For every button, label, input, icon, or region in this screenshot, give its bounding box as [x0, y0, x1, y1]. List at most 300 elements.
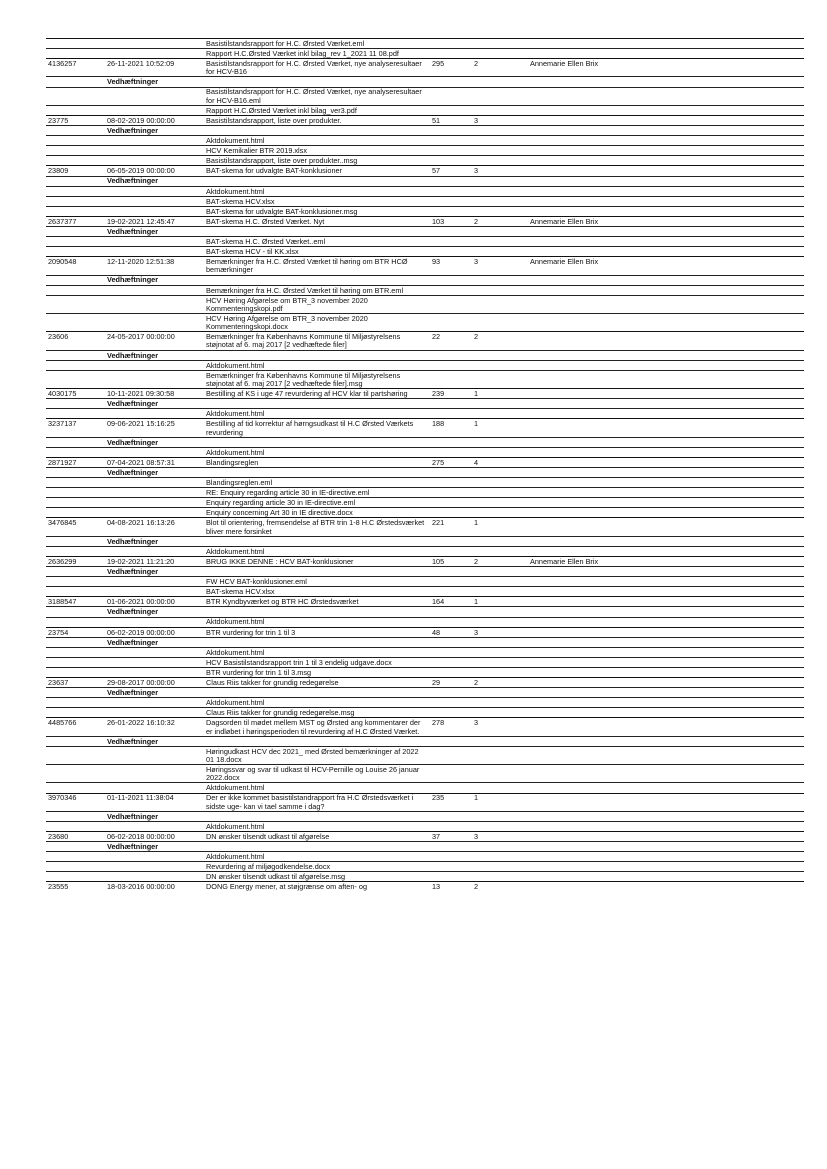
- empty-cell: [472, 647, 528, 657]
- empty-cell: [472, 295, 528, 313]
- empty-cell: [430, 862, 472, 872]
- attachment-file-row: [46, 206, 804, 216]
- attachment-filename: Aktdokument.html: [204, 186, 430, 196]
- empty-cell: [46, 409, 105, 419]
- empty-cell: [528, 577, 804, 587]
- document-id: 2636299: [46, 556, 105, 566]
- empty-cell: [105, 862, 204, 872]
- document-row: [46, 882, 804, 892]
- attachment-filename: Aktdokument.html: [204, 546, 430, 556]
- attachments-header-row: [46, 607, 804, 617]
- document-id: 3970346: [46, 793, 105, 811]
- document-table-container: [46, 38, 788, 892]
- empty-cell: [105, 370, 204, 388]
- attachment-file-row: [46, 587, 804, 597]
- empty-cell: [105, 39, 204, 49]
- attachments-header-row: [46, 736, 804, 746]
- attachment-filename: RE: Enquiry regarding article 30 in IE-directive.eml: [204, 488, 430, 498]
- attachment-file-row: [46, 508, 804, 518]
- empty-cell: [46, 237, 105, 247]
- document-number: 51: [430, 115, 472, 125]
- empty-cell: [46, 567, 105, 577]
- empty-cell: [430, 146, 472, 156]
- document-row: [46, 597, 804, 607]
- empty-cell: [105, 146, 204, 156]
- attachments-label: Vedhæftninger: [105, 350, 204, 360]
- empty-cell: [204, 399, 430, 409]
- document-title: Dagsorden til mødet mellem MST og Ørsted ang kommentarer der er indløbet i høringsperioden til revurdering af H.C Ørsted Værket.: [204, 718, 430, 736]
- attachment-file-row: [46, 360, 804, 370]
- document-person: [528, 793, 804, 811]
- attachment-file-row: [46, 314, 804, 332]
- document-row: [46, 518, 804, 536]
- attachment-file-row: [46, 617, 804, 627]
- document-date: 01-11-2021 11:38:04: [105, 793, 204, 811]
- document-title: BTR vurdering for trin 1 til 3: [204, 627, 430, 637]
- empty-cell: [528, 314, 804, 332]
- empty-cell: [472, 285, 528, 295]
- empty-cell: [528, 657, 804, 667]
- attachments-header-row: [46, 77, 804, 87]
- document-title: Bestilling af KS i uge 47 revurdering af HCV klar til partshøring: [204, 389, 430, 399]
- empty-cell: [472, 87, 528, 105]
- attachments-header-row: [46, 536, 804, 546]
- empty-cell: [46, 247, 105, 257]
- attachments-header-row: [46, 126, 804, 136]
- empty-cell: [430, 647, 472, 657]
- attachment-file-row: [46, 821, 804, 831]
- attachment-filename: Aktdokument.html: [204, 409, 430, 419]
- attachment-file-row: [46, 196, 804, 206]
- empty-cell: [472, 765, 528, 783]
- empty-cell: [46, 136, 105, 146]
- document-title: DN ønsker tilsendt udkast til afgørelse: [204, 832, 430, 842]
- document-count: 1: [472, 597, 528, 607]
- empty-cell: [430, 657, 472, 667]
- empty-cell: [46, 617, 105, 627]
- document-id: 23606: [46, 332, 105, 350]
- empty-cell: [472, 275, 528, 285]
- attachment-filename: Enquiry regarding article 30 in IE-directive.eml: [204, 498, 430, 508]
- empty-cell: [528, 275, 804, 285]
- empty-cell: [528, 736, 804, 746]
- empty-cell: [528, 136, 804, 146]
- empty-cell: [528, 852, 804, 862]
- document-number: 164: [430, 597, 472, 607]
- empty-cell: [430, 617, 472, 627]
- empty-cell: [528, 360, 804, 370]
- attachments-label: Vedhæftninger: [105, 275, 204, 285]
- attachment-file-row: [46, 577, 804, 587]
- empty-cell: [472, 237, 528, 247]
- empty-cell: [105, 667, 204, 677]
- attachment-filename: Basistilstandsrapport for H.C. Ørsted Værket, nye analyseresultaer for HCV-B16.eml: [204, 87, 430, 105]
- empty-cell: [528, 783, 804, 793]
- empty-cell: [430, 105, 472, 115]
- attachment-file-row: [46, 39, 804, 49]
- document-title: DONG Energy mener, at støjgrænse om aften- og: [204, 882, 430, 892]
- empty-cell: [472, 607, 528, 617]
- empty-cell: [430, 136, 472, 146]
- attachment-file-row: [46, 667, 804, 677]
- empty-cell: [46, 637, 105, 647]
- empty-cell: [528, 350, 804, 360]
- empty-cell: [105, 136, 204, 146]
- empty-cell: [528, 186, 804, 196]
- document-number: 275: [430, 457, 472, 467]
- attachment-file-row: [46, 285, 804, 295]
- empty-cell: [430, 821, 472, 831]
- attachment-file-row: [46, 862, 804, 872]
- document-number: 188: [430, 419, 472, 437]
- empty-cell: [430, 811, 472, 821]
- empty-cell: [472, 437, 528, 447]
- empty-cell: [46, 536, 105, 546]
- empty-cell: [46, 811, 105, 821]
- empty-cell: [528, 370, 804, 388]
- empty-cell: [46, 285, 105, 295]
- document-id: 23809: [46, 166, 105, 176]
- document-person: Annemarie Ellen Brix: [528, 556, 804, 566]
- empty-cell: [430, 237, 472, 247]
- empty-cell: [472, 577, 528, 587]
- empty-cell: [472, 126, 528, 136]
- empty-cell: [105, 237, 204, 247]
- empty-cell: [430, 708, 472, 718]
- empty-cell: [472, 447, 528, 457]
- empty-cell: [105, 587, 204, 597]
- empty-cell: [430, 350, 472, 360]
- empty-cell: [430, 176, 472, 186]
- table-body: [46, 39, 804, 892]
- empty-cell: [105, 821, 204, 831]
- empty-cell: [528, 698, 804, 708]
- empty-cell: [430, 87, 472, 105]
- document-id: 3237137: [46, 419, 105, 437]
- attachment-file-row: [46, 478, 804, 488]
- empty-cell: [430, 447, 472, 457]
- document-row: [46, 556, 804, 566]
- empty-cell: [46, 498, 105, 508]
- empty-cell: [430, 227, 472, 237]
- attachment-filename: BAT-skema HCV - til KK.xlsx: [204, 247, 430, 257]
- document-id: 23754: [46, 627, 105, 637]
- empty-cell: [430, 567, 472, 577]
- empty-cell: [204, 468, 430, 478]
- empty-cell: [430, 872, 472, 882]
- document-id: 4030175: [46, 389, 105, 399]
- document-date: 19-02-2021 12:45:47: [105, 216, 204, 226]
- empty-cell: [472, 821, 528, 831]
- empty-cell: [105, 247, 204, 257]
- attachment-file-row: [46, 370, 804, 388]
- empty-cell: [46, 447, 105, 457]
- document-row: [46, 718, 804, 736]
- empty-cell: [105, 852, 204, 862]
- empty-cell: [46, 667, 105, 677]
- document-date: 29-08-2017 00:00:00: [105, 678, 204, 688]
- empty-cell: [472, 136, 528, 146]
- empty-cell: [528, 196, 804, 206]
- empty-cell: [472, 370, 528, 388]
- document-number: 37: [430, 832, 472, 842]
- empty-cell: [528, 872, 804, 882]
- attachments-label: Vedhæftninger: [105, 227, 204, 237]
- empty-cell: [430, 536, 472, 546]
- empty-cell: [430, 285, 472, 295]
- document-title: Basistilstandsrapport for H.C. Ørsted Værket, nye analyseresultaer for HCV-B16: [204, 59, 430, 77]
- empty-cell: [46, 488, 105, 498]
- empty-cell: [472, 536, 528, 546]
- attachment-file-row: [46, 488, 804, 498]
- empty-cell: [46, 508, 105, 518]
- empty-cell: [472, 498, 528, 508]
- document-date: 12-11-2020 12:51:38: [105, 257, 204, 275]
- attachment-file-row: [46, 136, 804, 146]
- attachment-file-row: [46, 698, 804, 708]
- empty-cell: [528, 77, 804, 87]
- document-count: 1: [472, 793, 528, 811]
- attachments-label: Vedhæftninger: [105, 536, 204, 546]
- attachment-filename: Høringudkast HCV dec 2021_ med Ørsted bemærkninger af 2022 01 18.docx: [204, 746, 430, 764]
- document-id: 2871927: [46, 457, 105, 467]
- attachment-filename: Aktdokument.html: [204, 783, 430, 793]
- empty-cell: [46, 862, 105, 872]
- document-title: Bestilling af tid korrektur af hørngsudkast til H.C Ørsted Værkets revurdering: [204, 419, 430, 437]
- document-date: 24-05-2017 00:00:00: [105, 332, 204, 350]
- document-person: [528, 718, 804, 736]
- empty-cell: [528, 206, 804, 216]
- empty-cell: [472, 206, 528, 216]
- empty-cell: [472, 872, 528, 882]
- empty-cell: [472, 657, 528, 667]
- empty-cell: [430, 546, 472, 556]
- empty-cell: [105, 285, 204, 295]
- document-row: [46, 832, 804, 842]
- empty-cell: [46, 156, 105, 166]
- document-row: [46, 59, 804, 77]
- empty-cell: [46, 196, 105, 206]
- empty-cell: [105, 698, 204, 708]
- empty-cell: [472, 77, 528, 87]
- attachment-file-row: [46, 49, 804, 59]
- empty-cell: [430, 637, 472, 647]
- attachments-header-row: [46, 176, 804, 186]
- document-id: 4485766: [46, 718, 105, 736]
- empty-cell: [472, 176, 528, 186]
- empty-cell: [528, 821, 804, 831]
- document-person: [528, 597, 804, 607]
- empty-cell: [528, 437, 804, 447]
- document-id: 23680: [46, 832, 105, 842]
- empty-cell: [105, 314, 204, 332]
- empty-cell: [46, 360, 105, 370]
- empty-cell: [46, 176, 105, 186]
- attachment-filename: Høringssvar og svar til udkast til HCV-Pernille og Louise 26 januar 2022.docx: [204, 765, 430, 783]
- empty-cell: [472, 698, 528, 708]
- attachment-file-row: [46, 87, 804, 105]
- attachment-filename: HCV Kemikalier BTR 2019.xlsx: [204, 146, 430, 156]
- document-date: 26-01-2022 16:10:32: [105, 718, 204, 736]
- attachment-filename: BTR vurdering for trin 1 til 3.msg: [204, 667, 430, 677]
- document-id: 4136257: [46, 59, 105, 77]
- attachments-label: Vedhæftninger: [105, 77, 204, 87]
- empty-cell: [528, 176, 804, 186]
- document-row: [46, 457, 804, 467]
- empty-cell: [46, 607, 105, 617]
- empty-cell: [528, 811, 804, 821]
- empty-cell: [46, 546, 105, 556]
- document-count: 2: [472, 59, 528, 77]
- empty-cell: [430, 783, 472, 793]
- empty-cell: [46, 227, 105, 237]
- document-number: 48: [430, 627, 472, 637]
- document-number: 278: [430, 718, 472, 736]
- document-id: 23775: [46, 115, 105, 125]
- empty-cell: [46, 478, 105, 488]
- empty-cell: [46, 821, 105, 831]
- attachment-filename: BAT-skema HCV.xlsx: [204, 587, 430, 597]
- empty-cell: [46, 468, 105, 478]
- attachment-file-row: [46, 409, 804, 419]
- attachments-label: Vedhæftninger: [105, 567, 204, 577]
- empty-cell: [204, 736, 430, 746]
- empty-cell: [472, 811, 528, 821]
- empty-cell: [46, 295, 105, 313]
- empty-cell: [472, 360, 528, 370]
- document-title: Claus Riis takker for grundig redegørelse: [204, 678, 430, 688]
- empty-cell: [472, 49, 528, 59]
- empty-cell: [430, 468, 472, 478]
- empty-cell: [528, 746, 804, 764]
- empty-cell: [528, 49, 804, 59]
- empty-cell: [528, 247, 804, 257]
- document-list-table: [46, 38, 804, 892]
- empty-cell: [105, 546, 204, 556]
- document-title: Blandingsreglen: [204, 457, 430, 467]
- attachment-filename: FW HCV BAT-konklusioner.eml: [204, 577, 430, 587]
- attachment-file-row: [46, 186, 804, 196]
- document-person: [528, 115, 804, 125]
- empty-cell: [46, 688, 105, 698]
- attachment-file-row: [46, 105, 804, 115]
- document-count: 2: [472, 216, 528, 226]
- empty-cell: [528, 708, 804, 718]
- empty-cell: [46, 783, 105, 793]
- empty-cell: [528, 87, 804, 105]
- empty-cell: [430, 852, 472, 862]
- attachment-file-row: [46, 708, 804, 718]
- empty-cell: [528, 647, 804, 657]
- attachment-file-row: [46, 746, 804, 764]
- document-date: 18-03-2016 00:00:00: [105, 882, 204, 892]
- empty-cell: [430, 49, 472, 59]
- empty-cell: [430, 746, 472, 764]
- empty-cell: [204, 607, 430, 617]
- document-title: BTR Kyndbyværket og BTR HC Ørstedsværket: [204, 597, 430, 607]
- document-title: Bemærkninger fra Københavns Kommune til Miljøstyrelsens støjnotat af 6. maj 2017 [2 vedhæftede filer]: [204, 332, 430, 350]
- document-count: 2: [472, 556, 528, 566]
- attachments-label: Vedhæftninger: [105, 126, 204, 136]
- document-date: 09-06-2021 15:16:25: [105, 419, 204, 437]
- attachments-header-row: [46, 399, 804, 409]
- empty-cell: [528, 478, 804, 488]
- document-title: BAT-skema H.C. Ørsted Værket. Nyt: [204, 216, 430, 226]
- document-person: [528, 389, 804, 399]
- empty-cell: [46, 437, 105, 447]
- document-count: 1: [472, 518, 528, 536]
- document-row: [46, 419, 804, 437]
- empty-cell: [430, 370, 472, 388]
- empty-cell: [204, 275, 430, 285]
- empty-cell: [105, 186, 204, 196]
- document-id: 2090548: [46, 257, 105, 275]
- document-person: [528, 882, 804, 892]
- attachment-filename: Revurdering af miljøgodkendelse.docx: [204, 862, 430, 872]
- document-row: [46, 166, 804, 176]
- attachment-filename: Basistilstandsrapport for H.C. Ørsted Værket.eml: [204, 39, 430, 49]
- attachment-filename: BAT-skema H.C. Ørsted Værket..eml: [204, 237, 430, 247]
- attachment-filename: Aktdokument.html: [204, 136, 430, 146]
- empty-cell: [472, 783, 528, 793]
- document-id: 3188547: [46, 597, 105, 607]
- empty-cell: [528, 536, 804, 546]
- empty-cell: [430, 842, 472, 852]
- attachment-filename: Bemærkninger fra Københavns Kommune til Miljøstyrelsens støjnotat af 6. maj 2017 [2 vedhæftede filer].msg: [204, 370, 430, 388]
- empty-cell: [430, 698, 472, 708]
- empty-cell: [46, 275, 105, 285]
- attachment-file-row: [46, 498, 804, 508]
- empty-cell: [430, 186, 472, 196]
- attachment-filename: Basistilstandsrapport, liste over produkter..msg: [204, 156, 430, 166]
- document-person: [528, 518, 804, 536]
- document-title: Blot til orientering, fremsendelse af BTR trin 1-8 H.C Ørstedsværket bliver mere forsinket: [204, 518, 430, 536]
- document-person: Annemarie Ellen Brix: [528, 59, 804, 77]
- empty-cell: [528, 607, 804, 617]
- attachments-label: Vedhæftninger: [105, 437, 204, 447]
- document-person: [528, 457, 804, 467]
- empty-cell: [472, 186, 528, 196]
- empty-cell: [46, 842, 105, 852]
- empty-cell: [46, 126, 105, 136]
- empty-cell: [46, 87, 105, 105]
- attachments-header-row: [46, 637, 804, 647]
- empty-cell: [204, 637, 430, 647]
- empty-cell: [105, 577, 204, 587]
- empty-cell: [105, 360, 204, 370]
- empty-cell: [472, 736, 528, 746]
- empty-cell: [472, 637, 528, 647]
- empty-cell: [430, 736, 472, 746]
- document-number: 235: [430, 793, 472, 811]
- empty-cell: [204, 176, 430, 186]
- empty-cell: [430, 77, 472, 87]
- empty-cell: [472, 314, 528, 332]
- empty-cell: [528, 688, 804, 698]
- empty-cell: [472, 842, 528, 852]
- document-title: BAT-skema for udvalgte BAT-konklusioner: [204, 166, 430, 176]
- attachments-label: Vedhæftninger: [105, 736, 204, 746]
- attachment-filename: Aktdokument.html: [204, 617, 430, 627]
- empty-cell: [430, 577, 472, 587]
- attachments-header-row: [46, 350, 804, 360]
- attachments-label: Vedhæftninger: [105, 637, 204, 647]
- empty-cell: [528, 617, 804, 627]
- document-row: [46, 793, 804, 811]
- document-id: 2637377: [46, 216, 105, 226]
- document-id: 23555: [46, 882, 105, 892]
- attachment-file-row: [46, 247, 804, 257]
